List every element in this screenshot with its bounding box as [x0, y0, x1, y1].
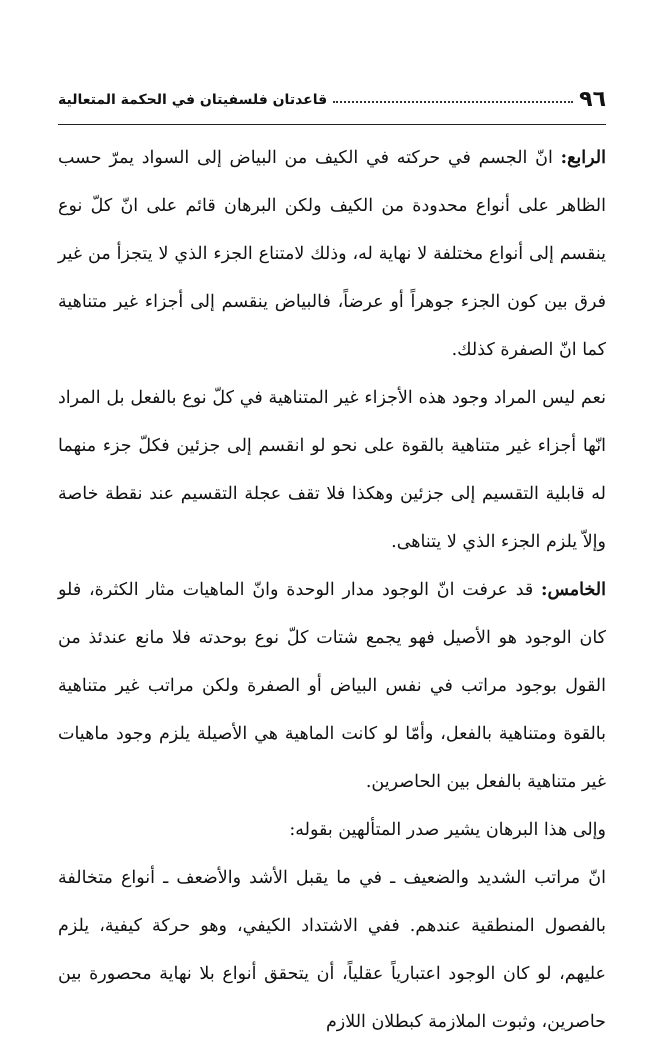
running-title: قاعدتان فلسفيتان في الحكمة المتعالية	[58, 92, 328, 108]
paragraph-text: قد عرفت انّ الوجود مدار الوحدة وانّ الماهيات مثار الكثرة، فلو كان الوجود هو الأصيل فهو يجمع شتات كلّ نوع بوحدته فلا مانع عندئذ من القول بوجود مراتب في نفس البياض أو الصفرة ولكن مراتب غير متناهية بالقوة ومتناهية بالفعل، وأمّا لو كانت الماهية هي الأصيلة يلزم وجود ماهيات غير متناهية بالفعل بين الحاصرين.	[58, 580, 606, 792]
paragraph-label: الخامس:	[541, 580, 606, 600]
paragraph-quote	[58, 854, 606, 1046]
body-text	[58, 134, 606, 1046]
page-number: ٩٦	[579, 87, 606, 112]
paragraph-fourth	[58, 134, 606, 374]
paragraph-intro-quote	[58, 806, 606, 854]
paragraph-fifth	[58, 566, 606, 806]
paragraph-text: انّ مراتب الشديد والضعيف ـ في ما يقبل الأشد والأضعف ـ أنواع متخالفة بالفصول المنطقية عندهم. ففي الاشتداد الكيفي، وهو حركة كيفية، يلزم عليهم، لو كان الوجود اعتبارياً عقلياً، أن يتحقق أنواع بلا نهاية محصورة بين حاصرين، وثبوت الملازمة كبطلان اللازم	[58, 868, 606, 1032]
paragraph-text: انّ الجسم في حركته في الكيف من البياض إلى السواد يمرّ حسب الظاهر على أنواع محدودة من الكيف ولكن البرهان قائم على انّ كلّ نوع ينقسم إلى أنواع مختلفة لا نهاية له، وذلك لامتناع الجزء الذي لا يتجزأ من غير فرق بين كون الجزء جوهراً أو عرضاً، فالبياض ينقسم إلى أجزاء غير متناهية كما انّ الصفرة كذلك.	[58, 148, 606, 360]
paragraph-note	[58, 374, 606, 566]
paragraph-text: وإلى هذا البرهان يشير صدر المتألهين بقوله:	[289, 820, 606, 840]
paragraph-label: الرابع:	[560, 148, 606, 168]
paragraph-text: نعم ليس المراد وجود هذه الأجزاء غير المتناهية في كلّ نوع بالفعل بل المراد انّها أجزاء غير متناهية بالقوة على نحو لو انقسم إلى جزئين فكلّ جزء منهما له قابلية التقسيم إلى جزئين وهكذا فلا تقف عجلة التقسيم عند نقطة خاصة وإلاّ يلزم الجزء الذي لا يتناهى.	[58, 388, 606, 552]
page-header	[58, 84, 606, 114]
header-rule	[58, 124, 606, 125]
dotted-leader	[333, 100, 573, 103]
